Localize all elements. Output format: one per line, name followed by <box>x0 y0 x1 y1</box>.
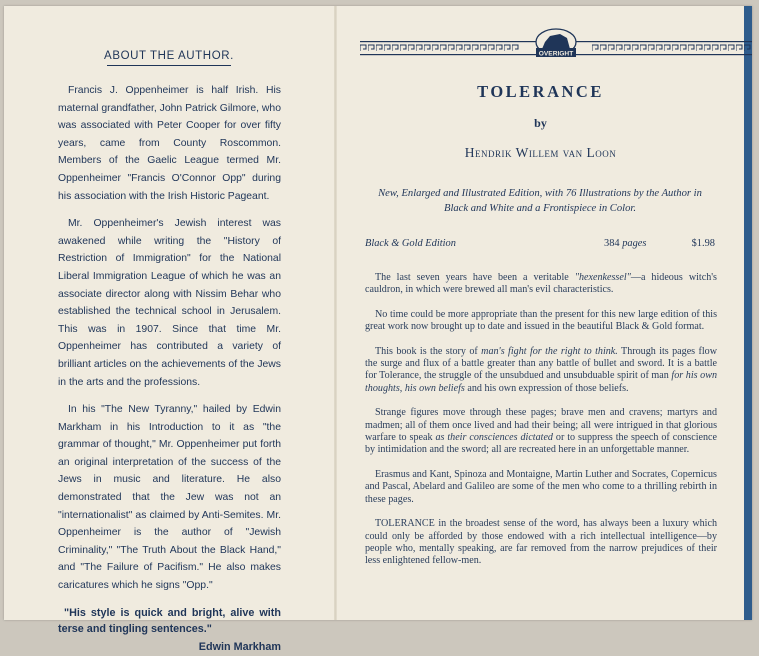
author-bio-paragraph-3: In his "The New Tyranny," hailed by Edwin Markham in his Introduction to it as "the grammar of thought," Mr. Oppenheimer put forth an original interpretation of the success of the Jews in music and literature. He also demonstrated that the Jew was not an "internationalist" as claimed by Anti-Semites. Mr. Oppenheimer is the author of "Jewish Criminality," "The Truth About the Black Hand," and "The Failure of Pacifism." He also makes caricatures which he signs "Opp." <box>58 404 281 592</box>
by-line: by <box>534 116 547 130</box>
about-author-body <box>58 82 281 656</box>
edition-description: New, Enlarged and Illustrated Edition, with 76 Illustrations by the Author in Black and White and a Frontispiece in Color. <box>378 188 702 214</box>
blue-spine-edge <box>744 6 752 620</box>
italic-phrase: man's fight for the right to think. <box>481 345 618 357</box>
book-description-body <box>365 272 717 580</box>
about-author-panel <box>4 6 334 653</box>
italic-phrase: for his own thoughts, his own beliefs <box>365 370 717 394</box>
quote-attribution: Edwin Markham <box>198 640 281 653</box>
description-paragraph-1: The last seven years have been a veritable "hexenkessel"—a hideous witch's cauldron, in which were brewed all man's evil characteristics. <box>365 272 717 296</box>
brochure-sheet <box>4 6 752 653</box>
heading-underline <box>107 65 231 66</box>
price: $1.98 <box>691 238 715 249</box>
author-bio-paragraph-2: Mr. Oppenheimer's Jewish interest was awakened while writing the "History of Restriction of Immigration" for the National Liberal Immigration League of which he was an associate director along with Nissim Behar who established the technical school in Jerusalem. This was in 1907. Since that time Mr. Oppenheimer has contributed a variety of brilliant articles on the achievements of the Jews in the arts and the professions. <box>58 218 281 388</box>
description-paragraph-2: No time could be more appropriate than the present for this new large edition of this great work now brought up to date and issued in the beautiful Black & Gold format. <box>365 308 717 333</box>
hexenkessel-term: "hexenkessel" <box>574 272 631 283</box>
publisher-ornament-band <box>360 28 752 62</box>
description-paragraph-3: This book is the story of man's fight for the right to think. Through its pages flow the surge and flux of a battle greater than any battle of bullet and sword. It is a battle for Tolerance, the struggle of the unsubdued and unsubduable spirit of man for his own thoughts, his own beliefs and his own expression of those beliefs. <box>365 345 718 394</box>
page-count-number: 384 <box>604 238 620 249</box>
description-paragraph-4: Strange figures move through these pages; brave men and cravens; martyrs and madmen; all of them once lived and had their being; all were intrigued in that glorious warfare to speak as their consciences dictated or to suppress the speech of conscience by intimidation and the sword; all are recreated here in an unforgettable manner. <box>365 407 717 456</box>
publisher-mark-text: OVERIGHT <box>538 50 574 58</box>
markham-quote: "His style is quick and bright, alive with terse and tingling sentences." <box>58 606 281 635</box>
book-description-panel <box>337 6 744 620</box>
book-author-name: Hendrik Willem van Loon <box>464 145 617 160</box>
about-author-heading: ABOUT THE AUTHOR. <box>104 50 234 62</box>
description-paragraph-5: Erasmus and Kant, Spinoza and Montaigne, Martin Luther and Socrates, Copernicus and Pascal, Abelard and Galileo are some of the men who come to a thrilling rebirth in these pages. <box>365 468 717 505</box>
book-title: TOLERANCE <box>477 82 604 101</box>
author-bio-paragraph-1: Francis J. Oppenheimer is half Irish. His maternal grandfather, John Patrick Gilmore, who was associated with Peter Cooper for over fifty years, came from County Roscommon. Members of the Gaelic League termed Mr. Oppenheimer "Francis O'Connor Opp" during his association with the Irish Historic Pageant. <box>58 85 281 202</box>
description-paragraph-6: TOLERANCE in the broadest sense of the word, has always been a luxury which could only be afforded by those endowed with a rich intellectual intelligence—by people who, mentally speaking, are far removed from the narrow prejudices of their less enlightened fellow-men. <box>365 518 717 567</box>
page-count <box>604 238 646 249</box>
edition-name: Black & Gold Edition <box>365 238 456 249</box>
italic-phrase: as their consciences dictated <box>435 432 553 444</box>
pages-label: pages <box>622 238 647 249</box>
